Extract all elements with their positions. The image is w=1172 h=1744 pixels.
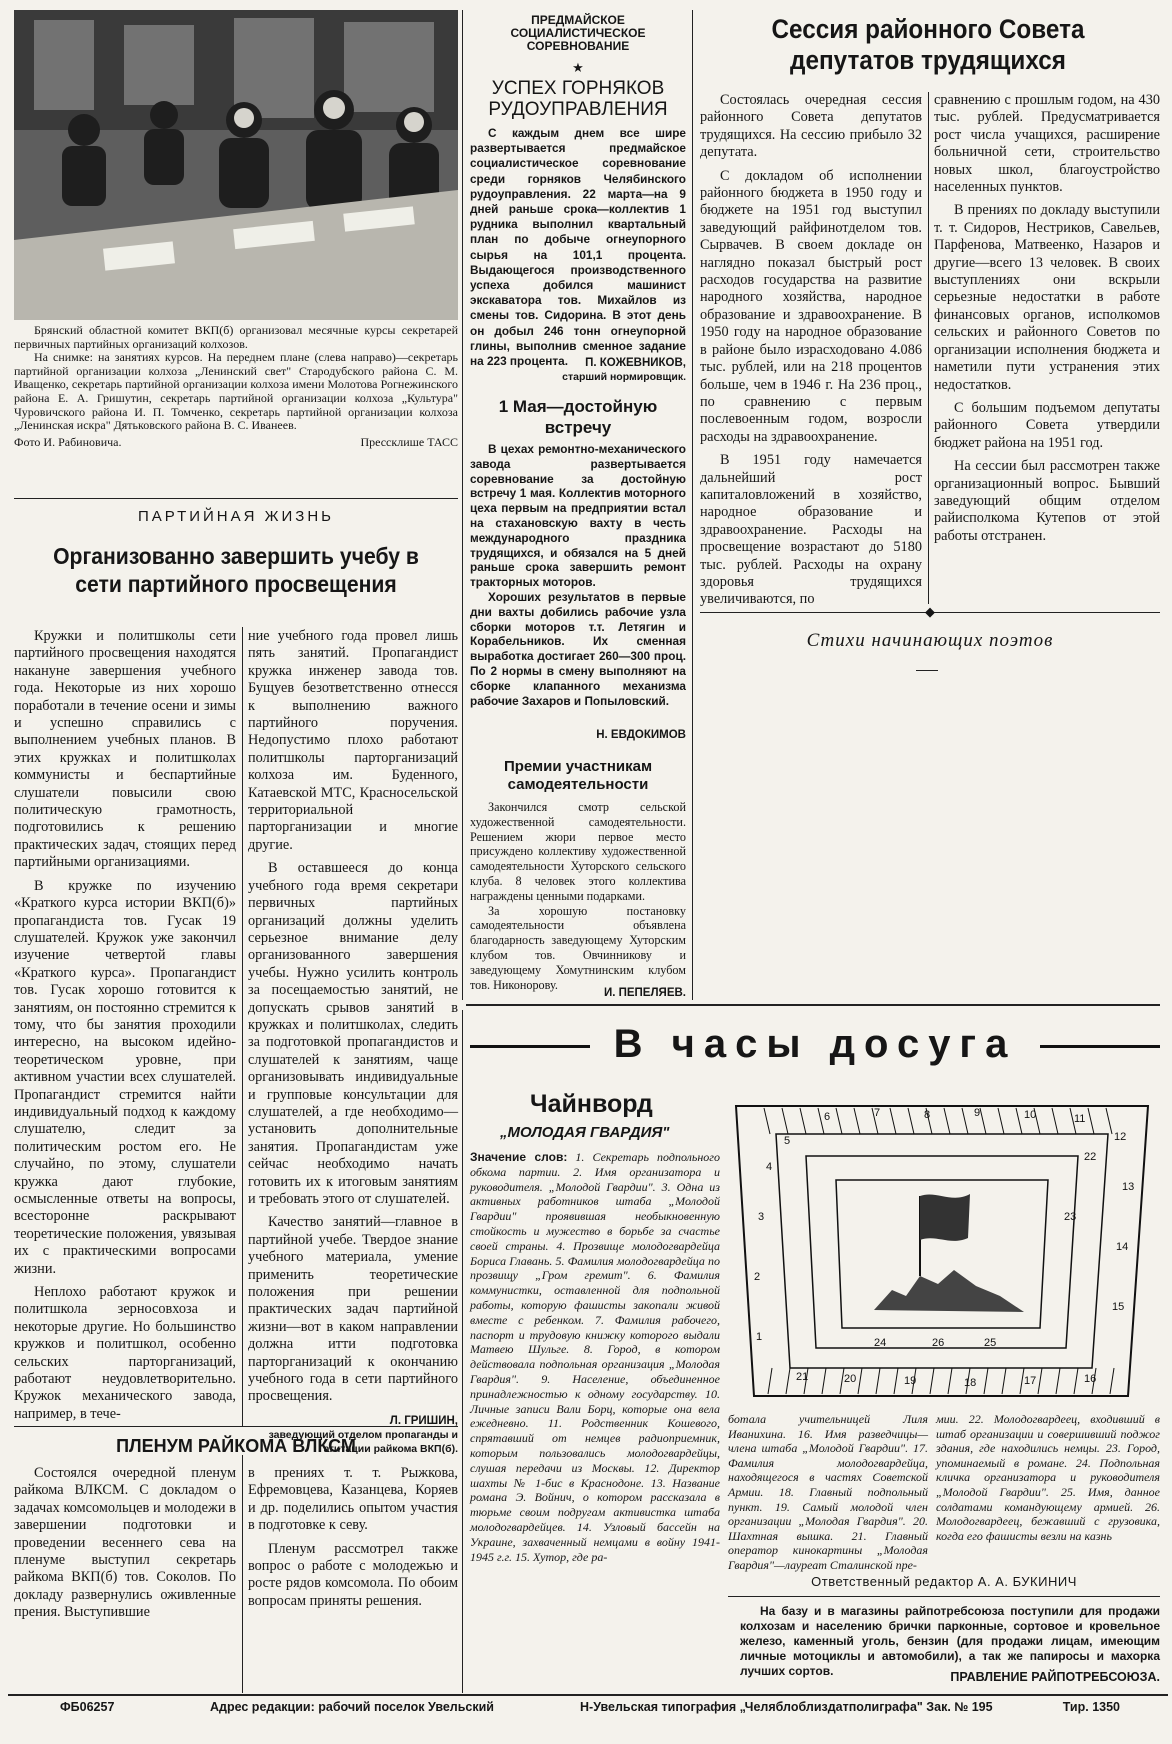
grid-number: 1	[756, 1331, 763, 1343]
column-rule	[692, 10, 693, 1000]
session-paragraph: В прениях по докладу выступили т. т. Сидоров, Нестриков, Савельев, Парфенова, Матвеенко, Назаров и другие—всего 13 человек. В своих выступлениях они вскрыли серьезные недостатки в работе финансовых органов, исполкомов сельских и районного Советов по организации исполнения бюджета и наметили пути устранения этих недостатков.	[934, 202, 1160, 393]
clues-text: 1. Секретарь подпольного обкома партии. 2. Имя организатора и руководителя. „Молодой Гвардии". 3. Одна из активных работников штаба „Молодой Гвардии" проявившая необыкновенную стойкость и мужество в борьбе за счастье своей страны. 4. Прозвище молодогвардейца Бориса Главань. 5. Фамилия молодогвардейца по прозвищу „Гром гремит". 6. Фамилия коммунистки, оставленной для подпольной работы, которую фашисты закопали живой вместе с ребенком. 7. Фамилия рабочего, паспорт и трудовую книжку которого выдали Матвею Шульге. 8. Город, в котором действовала подпольная организация „Молодая Гвардия". 9. Население, объединенное принадлежностью к одному государству. 10. Личные записи Вали Борц, которые она вела ежедневно. 11. Родственник Кошевого, спрятавший от немцев радиоприемник, которым пользовались молодогвардейцы, слушая передачи из Москвы. 12. Директор шахты № 1-бис в Краснодоне. 13. Название романа Э. Войнич, о котором рассказала в тюрьме своим подругам активистка штаба молодогвардейцев. 14. Узловый бассейн на Украине, захваченный немцами в войну 1941-1945 г.г. 15. Хутор, где ра-	[470, 1150, 720, 1564]
article-paragraph: Кружки и политшколы сети партийного просвещения находятся накануне завершения учебного года. Некоторые из них хорошо поработали в течение осени и зимы и успешно справились с выполнением учебных планов. В этих кружках и политшколах коммунисты и беспартийные слушатели повысили свою политическую грамотность, подготовились к решению практических задач, стоящих перед партийными организациями.	[14, 628, 236, 871]
article-prizes	[470, 800, 686, 992]
article-column	[14, 628, 236, 1429]
tass-credit: Прессклише ТАСС	[360, 434, 458, 449]
session-paragraph: С докладом об исполнении районного бюджета в 1950 году и бюджете на 1951 год выступил заведующий райфинотделом тов. Сырвачев. В своем докладе он наглядно показал быстрый рост расходов государства на развитие народного хозяйства, народное образование и здравоохранение. В 1950 году на народное образование в районе было израсходовано 4.086 тыс. рублей, или на 218 процентов больше, чем в 1946 г. На 236 проц., по сравнению с первым послевоенным годом, возросли расходы на здравоохранение.	[700, 167, 922, 445]
caption-paragraph: На снимке: на занятиях курсов. На переднем плане (слева направо)—секретарь партийной организации колхоза „Ленинский свет" Стародубского района С. М. Иващенко, секретарь партийной организации колхоза имени Молотова Рогнежинского района Е. А. Гришутин, секретарь партийной организации колхоза „Культура" Чуровичского района И. П. Томченко, секретарь партийной организации колхоза „Ленинская искра" Дятьковского района В. С. Иванеев.	[14, 350, 458, 433]
signature: И. ПЕПЕЛЯЕВ.	[603, 987, 686, 999]
grid-number: 24	[874, 1337, 887, 1349]
star-icon: ★	[572, 60, 584, 75]
grid-number: 2	[754, 1271, 761, 1283]
column-rule	[242, 1455, 243, 1693]
signature-title: старший нормировщик.	[562, 371, 686, 383]
article-paragraph: Закончился смотр сельской художественной самодеятельности. Решением жюри первое место присуждено коллективу художественной самодеятельности Хуторского сельского клуба. 8 человек этого коллектива награждены ценными подарками.	[470, 800, 686, 903]
leisure-banner	[470, 1018, 1160, 1076]
headline-party-education: Организованно завершить учебу в сети партийного просвещения	[53, 543, 419, 597]
grid-number: 22	[1084, 1151, 1097, 1163]
column-rule	[242, 627, 243, 1427]
session-paragraph: В 1951 году намечается дальнейший рост капиталовложений в хозяйство, народное образование и здравоохранение. Расходы на просвещение возрастают до 5180 тыс. рублей. Расходы на охрану здоровья трудящихся увеличиваются, по	[700, 452, 922, 608]
article-paragraph: В оставшееся до конца учебного года время секретари первичных партийных организаций должны уделить серьезное внимание делу организованного завершения учебы. Нужно усилить контроль за посещаемостью занятий, не допускать срывов занятий в кружках и политшколах, следить за подготовкой пропагандистов и слушателей к занятиям, чаще организовывать индивидуальные и групповые консультации для слушателей, а где необходимо—установить дополнительные занятия. Пропагандистам уже сейчас необходимо начать готовить их к итоговым занятиям и требовать этого от слушателей.	[248, 860, 458, 1207]
banner-rule	[1040, 1045, 1160, 1048]
article-paragraph: В цехах ремонтно-механического завода развертывается соревнование за достойную встречу 1 мая. Коллектив моторного цеха первым на предприятии встал на стахановскую вахту в честь международного праздника трудящихся, и обязался на 5 дней раньше срока завершить ремонт тракторных моторов.	[470, 442, 686, 590]
chainword-clues: мии. 22. Молодогвардеец, входивший в штаб организации и совершивший поджог здания, где находились немцы. 23. Город, упоминаемый в романе. 24. Подпольная кличка организатора и руководителя „Молодой Гвардии". 25. Имя, данное солдатами командующему армией. 26. Молодогвардеец, бежавший с грузовика, когда его фашисты везли на казнь	[936, 1412, 1160, 1543]
grid-number: 18	[964, 1377, 977, 1389]
article-column	[248, 628, 458, 1456]
section-rule	[916, 670, 938, 671]
section-rule	[14, 498, 458, 499]
rubric-party-life: ПАРТИЙНАЯ ЖИЗНЬ	[137, 508, 335, 525]
grid-number: 21	[796, 1371, 809, 1383]
grid-number: 23	[1064, 1211, 1077, 1223]
footer-run: Тир. 1350	[1062, 1700, 1120, 1714]
banner-rule	[470, 1045, 590, 1048]
divider-diamond-icon: ◆	[925, 604, 935, 619]
grid-number: 19	[904, 1375, 917, 1387]
grid-number: 25	[984, 1337, 997, 1349]
rubric-poets: Стихи начинающих поэтов	[806, 630, 1054, 651]
chainword-clues	[470, 1150, 720, 1564]
grid-number: 10	[1024, 1109, 1037, 1121]
headline-may-day: 1 Мая—достойную встречу	[498, 397, 658, 437]
grid-number: 15	[1112, 1301, 1125, 1313]
grid-number: 4	[766, 1161, 773, 1173]
plenum-paragraph: Пленум рассмотрел также вопрос о работе с молодежью и росте рядов комсомола. По обоим вопросам приняты решения.	[248, 1540, 458, 1609]
headline-plenum: ПЛЕНУМ РАЙКОМА ВЛКСМ	[116, 1436, 356, 1456]
footer-rule	[8, 1694, 1168, 1696]
footer-address: Адрес редакции: рабочий поселок Увельский	[210, 1700, 494, 1714]
grid-number: 16	[1084, 1373, 1097, 1385]
chainword-grid	[724, 1100, 1160, 1400]
session-paragraph: Состоялась очередная сессия районного Совета депутатов трудящихся. На сессию прибыло 32 депутата.	[700, 92, 922, 161]
plenum-paragraph: в прениях т. т. Рыжкова, Ефремовцева, Казанцева, Коряев и др. поделились опытом участия в подготовке к севу.	[248, 1465, 458, 1534]
signature-name: П. КОЖЕВНИКОВ,	[585, 357, 686, 369]
photo-party-course	[14, 10, 458, 320]
session-paragraph: сравнению с прошлым годом, на 430 тыс. рублей. Предусматривается рост числа учащихся, расширение больничной сети, строительство новых школ, благоустройство населенных пунктов.	[934, 92, 1160, 196]
grid-number: 5	[784, 1135, 791, 1147]
signature: Н. ЕВДОКИМОВ	[596, 729, 686, 741]
caption-paragraph: Брянский областной комитет ВКП(б) организовал месячные курсы секретарей первичных партийных организаций колхозов.	[14, 323, 458, 351]
article-paragraph: Качество занятий—главное в партийной учебе. Твердое знание учебного материала, умение применить теоретические положения при решении практических задач партийной жизни—вот в каком направлении должна итти подготовка парторганизаций к окончанию учебного года в сети партийного просвещения.	[248, 1214, 458, 1405]
grid-number: 14	[1116, 1241, 1129, 1253]
session-paragraph: С большим подъемом депутаты районного Совета утвердили бюджет района на 1951 год.	[934, 399, 1160, 451]
ad-text: На базу и в магазины райпотребсоюза поступили для продажи колхозам и населению брички парконные, сортовое и кровельное железо, каменный уголь, бензин (для продажи лицам, имеющим личные мотоциклы и автомобили), а так же папиросы и махорка лучших сортов.	[740, 1604, 1160, 1678]
session-paragraph: На сессии был рассмотрен также организационный вопрос. Бывший заведующий общим отделом райисполкома Кутепов от этой работы отстранен.	[934, 458, 1160, 544]
grid-number: 3	[758, 1211, 765, 1223]
banner-title: В часы досуга	[613, 1022, 1017, 1066]
session-column	[934, 92, 1160, 551]
grid-number: 11	[1074, 1113, 1086, 1125]
clues-label: Значение слов:	[470, 1150, 568, 1164]
footer	[60, 1700, 1120, 1720]
grid-number: 7	[874, 1107, 881, 1119]
section-rule	[466, 1004, 1160, 1006]
article-paragraph: Неплохо работают кружок и политшкола зерносовхоза и некоторые другие. Но большинство кружков и политшкол, особенно сельских парторганизаций, работают неудовлетворительно. Кружок механического завода, например, в тече-	[14, 1284, 236, 1422]
plenum-paragraph: Состоялся очередной пленум райкома ВЛКСМ. С докладом о задачах комсомольцев и молодежи в завершении подготовки и проведении весеннего сева на пленуме выступил секретарь райкома ВКП(б) тов. Соколов. По докладу развернулись оживленные прения. Выступившие	[14, 1465, 236, 1621]
section-rule	[728, 1596, 1160, 1597]
plenum-column	[248, 1465, 458, 1616]
article-paragraph: В кружке по изучению «Краткого курса истории ВКП(б)» пропагандиста тов. Гусак 19 слушателей. Кружок уже закончил изучение четвертой главы «Краткого курса». Пропагандист тов. Гусак хорошо готовится к занятиям, он постоянно стремится к тому, что бы занятия проходили интересно, на высоком идейно-теоретическом уровне, при активном участии всех слушателей. Пропагандист стремится найти индивидуальный подход к каждому слушателю, следит за политическим ростом его. Не случайно, по этому, слушатели кружка дают глубокие, осмысленные ответы на вопросы, всесторонне раскрывают теоретические положения, увязывая их с практическими вопросами жизни.	[14, 877, 236, 1277]
article-miners: С каждым днем все шире развертывается предмайское социалистическое соревнование среди горняков Челябинского рудоуправления. 22 марта—на 9 дней раньше срока—коллектив 1 рудника выполнил квартальный план по добыче огнеупорного сырья на 101,1 процента. Выдающегося производственного успеха добился машинист экскаватора тов. Михайлов из смены тов. Сидорина. В этот день он добыл 246 тонн огнеупорной глины, выполнив сменное задание на 223 процента.	[470, 126, 686, 369]
grid-number: 26	[932, 1337, 945, 1349]
signature-name: Л. ГРИШИН,	[389, 1414, 458, 1427]
photo-credit: Фото И. Рабиновича.	[14, 434, 122, 449]
column-rule	[462, 10, 463, 1000]
chainword-clues: ботала учительницей Лиля Иванихина. 16. Имя разведчицы—члена штаба „Молодой Гвардии". 17. Фамилия молодогвардейца, находящегося в частях Советской Армии. 18. Главный подпольный пункт. 19. Самый молодой член организации „Молодая Гвардия". 20. Шахтная вышка. 21. Главный оператор кинокартины „Молодая Гвардия"—лауреат Сталинской пре-	[728, 1412, 928, 1572]
grid-number: 9	[974, 1107, 981, 1119]
headline-miners: УСПЕХ ГОРНЯКОВ РУДОУПРАВЛЕНИЯ	[488, 78, 668, 120]
article-paragraph: Хороших результатов в первые дни вахты добились рабочие узла сборки моторов т.т. Летягин и Корабельников. Их сменная выработка достигает 260—300 проц. По 2 нормы в смену выполняют на сборке клапанного механизма рабочие Захаров и Попыловский.	[470, 589, 686, 708]
grid-number: 12	[1114, 1131, 1127, 1143]
article-may-day	[470, 442, 686, 708]
grid-number: 8	[924, 1109, 931, 1121]
column-rule	[462, 1010, 463, 1693]
article-paragraph: ние учебного года провел лишь пять занятий. Пропагандист кружка инженер завода тов. Бущуев безответственно отнесся к выполнению важного партийного поручения. Недопустимо плохо работают политшколы парторганизаций колхоза им. Буденного, Катаевской МТС, Красносельской территориальной парторганизации и многие другие.	[248, 628, 458, 853]
plenum-column	[14, 1465, 236, 1628]
grid-number: 6	[824, 1111, 831, 1123]
footer-printer: Н-Увельская типография „Челяблоблиздатполиграфа" Зак. № 195	[580, 1700, 993, 1714]
footer-code: ФБ06257	[60, 1700, 115, 1714]
editor-line: Ответственный редактор А. А. БУКИНИЧ	[811, 1574, 1077, 1589]
grid-number: 20	[844, 1373, 857, 1385]
session-column	[700, 92, 922, 615]
article-paragraph: За хорошую постановку самодеятельности объявлена благодарность заведующему Хуторским клубом тов. Овчинникову и заведующему Хомутнинским клубом тов. Никонорову.	[470, 903, 686, 992]
column-rule	[928, 92, 929, 604]
rubric-competition: ПРЕДМАЙСКОЕ СОЦИАЛИСТИЧЕСКОЕ СОРЕВНОВАНИЕ	[510, 13, 646, 53]
signature-title: заведующий отделом пропаганды и агитации райкома ВКП(б).	[268, 1428, 458, 1455]
grid-number: 17	[1024, 1375, 1037, 1387]
headline-prizes: Премии участникам самодеятельности	[503, 758, 653, 793]
chainword-subtitle: „МОЛОДАЯ ГВАРДИЯ"	[500, 1124, 670, 1141]
chainword-title: Чайнворд	[530, 1090, 653, 1118]
ad-signature: ПРАВЛЕНИЕ РАЙПОТРЕБСОЮЗА.	[950, 1670, 1160, 1684]
photo-caption	[14, 324, 458, 449]
grid-number: 13	[1122, 1181, 1135, 1193]
headline-session: Сессия районного Совета депутатов трудящихся	[771, 14, 1085, 75]
